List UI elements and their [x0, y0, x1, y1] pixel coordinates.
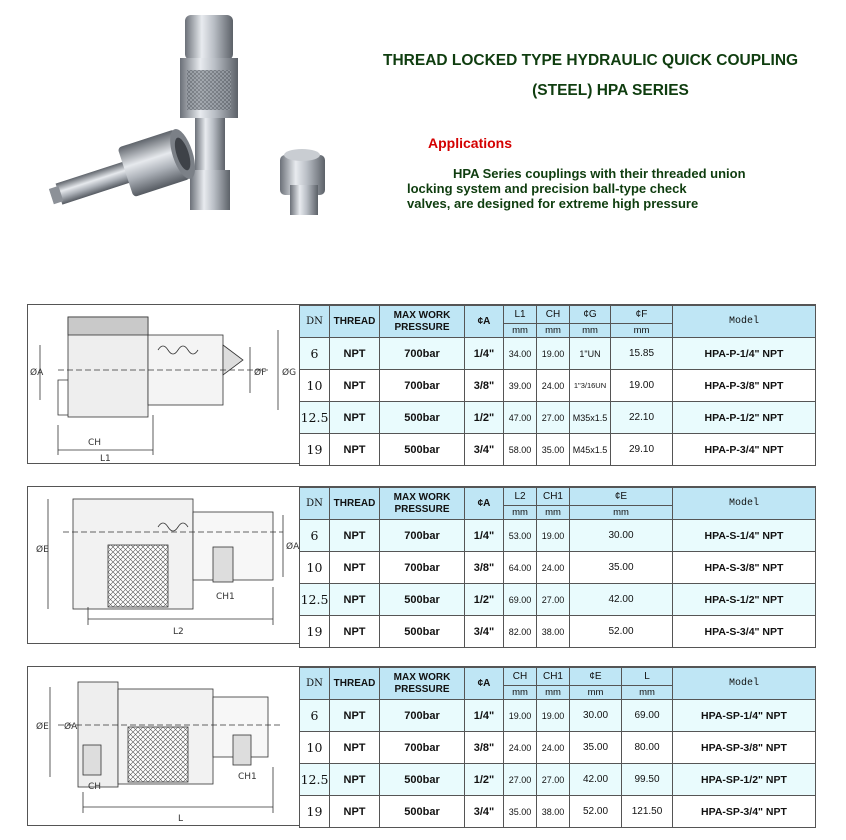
cell-a: 3/4" [465, 616, 504, 648]
table-row [300, 796, 816, 828]
diagram-label-ch1: CH1 [216, 592, 235, 602]
header-ch: CH [537, 306, 570, 324]
cell-a: 1/2" [465, 584, 504, 616]
header-thread: THREAD [330, 306, 380, 338]
diagram-label-l2: L2 [173, 627, 184, 637]
cell-a: 1/4" [465, 700, 504, 732]
cell-e: 42.00 [570, 584, 673, 616]
cell-a: 1/4" [465, 520, 504, 552]
cell-model: HPA-P-1/4" NPT [673, 338, 816, 370]
unit-mm: mm [504, 686, 537, 700]
cell-a: 3/8" [465, 370, 504, 402]
cell-thread: NPT [330, 764, 380, 796]
cell-thread: NPT [330, 520, 380, 552]
cell-pressure: 700bar [380, 732, 465, 764]
diagram-label-f: ØF [254, 368, 267, 378]
cell-pressure: 500bar [380, 796, 465, 828]
cell-ch: 27.00 [504, 764, 537, 796]
applications-description [407, 166, 807, 211]
diagram-label-ch1: CH1 [238, 772, 257, 782]
header-phi-a: ¢A [465, 668, 504, 700]
header-pressure: MAX WORK PRESSURE [380, 306, 465, 338]
plug-spec-table [299, 305, 816, 466]
cell-thread: NPT [330, 338, 380, 370]
table-row [300, 402, 816, 434]
cell-model: HPA-SP-3/4" NPT [673, 796, 816, 828]
cell-ch: 24.00 [504, 732, 537, 764]
cell-ch: 24.00 [537, 370, 570, 402]
table-row [300, 616, 816, 648]
cell-model: HPA-S-3/4" NPT [673, 616, 816, 648]
header-model: Model [673, 488, 816, 520]
cell-dn: 12.5 [300, 764, 330, 796]
unit-mm: mm [537, 686, 570, 700]
header-ch1: CH1 [537, 488, 570, 506]
unit-mm: mm [611, 324, 673, 338]
unit-mm: mm [537, 506, 570, 520]
unit-mm: mm [622, 686, 673, 700]
cell-l1: 58.00 [504, 434, 537, 466]
header-ch: CH [504, 668, 537, 686]
cell-pressure: 700bar [380, 520, 465, 552]
set-spec-table [299, 667, 816, 828]
cell-pressure: 700bar [380, 338, 465, 370]
cell-e: 35.00 [570, 732, 622, 764]
cell-thread: NPT [330, 434, 380, 466]
diagram-label-a: ØA [64, 722, 78, 732]
table-row [300, 434, 816, 466]
cell-g: 1"3/16UN [570, 370, 611, 402]
cell-l: 69.00 [622, 700, 673, 732]
cell-ch: 27.00 [537, 402, 570, 434]
header-pressure: MAX WORK PRESSURE [380, 488, 465, 520]
cell-dn: 19 [300, 434, 330, 466]
cell-e: 35.00 [570, 552, 673, 584]
cell-dn: 6 [300, 338, 330, 370]
cell-e: 52.00 [570, 616, 673, 648]
header-phi-f: ¢F [611, 306, 673, 324]
cell-model: HPA-P-3/8" NPT [673, 370, 816, 402]
cell-l1: 39.00 [504, 370, 537, 402]
header-phi-a: ¢A [465, 306, 504, 338]
table-row [300, 370, 816, 402]
cell-model: HPA-P-1/2" NPT [673, 402, 816, 434]
cell-model: HPA-SP-3/8" NPT [673, 732, 816, 764]
cell-l: 99.50 [622, 764, 673, 796]
diagram-label-e: ØE [36, 722, 49, 732]
description-line: HPA Series couplings with their threaded union [453, 166, 746, 181]
cell-a: 3/4" [465, 434, 504, 466]
plug-section-drawing [28, 305, 299, 463]
table-row [300, 700, 816, 732]
header-dn: DN [300, 668, 330, 700]
unit-mm: mm [537, 324, 570, 338]
description-line: locking system and precision ball-type check [407, 181, 687, 196]
cell-dn: 19 [300, 796, 330, 828]
cell-dn: 6 [300, 700, 330, 732]
cell-model: HPA-S-3/8" NPT [673, 552, 816, 584]
cell-a: 1/2" [465, 764, 504, 796]
cell-l1: 34.00 [504, 338, 537, 370]
cell-thread: NPT [330, 370, 380, 402]
cell-model: HPA-P-3/4" NPT [673, 434, 816, 466]
product-photo [35, 10, 380, 225]
cell-a: 1/4" [465, 338, 504, 370]
cell-dn: 19 [300, 616, 330, 648]
cell-pressure: 700bar [380, 700, 465, 732]
cell-ch1: 38.00 [537, 616, 570, 648]
plug-diagram [28, 305, 300, 463]
cell-ch1: 24.00 [537, 552, 570, 584]
header-l2: L2 [504, 488, 537, 506]
header-phi-e: ¢E [570, 668, 622, 686]
cell-thread: NPT [330, 552, 380, 584]
cell-ch1: 19.00 [537, 520, 570, 552]
cell-ch1: 38.00 [537, 796, 570, 828]
description-line: valves, are designed for extreme high pressure [407, 196, 699, 211]
cell-dn: 10 [300, 370, 330, 402]
header-model: Model [673, 668, 816, 700]
cell-l: 121.50 [622, 796, 673, 828]
header-dn: DN [300, 488, 330, 520]
table-row [300, 732, 816, 764]
cell-dn: 12.5 [300, 584, 330, 616]
page-title: THREAD LOCKED TYPE HYDRAULIC QUICK COUPLING [383, 52, 799, 69]
cell-ch1: 27.00 [537, 764, 570, 796]
cell-e: 30.00 [570, 520, 673, 552]
diagram-label-a: ØA [286, 542, 299, 552]
table-row [300, 764, 816, 796]
unit-mm: mm [504, 506, 537, 520]
header-ch1: CH1 [537, 668, 570, 686]
socket-diagram [28, 487, 300, 643]
header-l1: L1 [504, 306, 537, 324]
cell-thread: NPT [330, 700, 380, 732]
cell-g: M35x1.5 [570, 402, 611, 434]
page-subtitle: (STEEL) HPA SERIES [532, 82, 689, 99]
socket-spec-table [299, 487, 816, 648]
header-thread: THREAD [330, 668, 380, 700]
cell-e: 30.00 [570, 700, 622, 732]
cell-a: 3/4" [465, 796, 504, 828]
cell-model: HPA-SP-1/2" NPT [673, 764, 816, 796]
header-phi-e: ¢E [570, 488, 673, 506]
cell-a: 3/8" [465, 732, 504, 764]
diagram-label-g: ØG [282, 368, 297, 378]
cell-thread: NPT [330, 616, 380, 648]
header-dn: DN [300, 306, 330, 338]
cell-ch: 19.00 [504, 700, 537, 732]
header-model: Model [673, 306, 816, 338]
cell-thread: NPT [330, 584, 380, 616]
cell-pressure: 500bar [380, 616, 465, 648]
cell-pressure: 700bar [380, 552, 465, 584]
cell-pressure: 500bar [380, 584, 465, 616]
cell-l1: 47.00 [504, 402, 537, 434]
cell-dn: 10 [300, 732, 330, 764]
coupling-photo-illustration [35, 10, 380, 225]
cell-dn: 10 [300, 552, 330, 584]
diagram-label-l: L [178, 814, 184, 824]
diagram-label-a: ØA [30, 368, 44, 378]
cell-thread: NPT [330, 732, 380, 764]
header-l: L [622, 668, 673, 686]
cell-l2: 82.00 [504, 616, 537, 648]
cell-f: 19.00 [611, 370, 673, 402]
unit-mm: mm [570, 686, 622, 700]
cell-a: 3/8" [465, 552, 504, 584]
plug-spec-panel [27, 304, 816, 464]
header-pressure: MAX WORK PRESSURE [380, 668, 465, 700]
unit-mm: mm [570, 506, 673, 520]
cell-ch: 35.00 [504, 796, 537, 828]
table-row [300, 552, 816, 584]
set-spec-panel [27, 666, 816, 826]
cell-f: 29.10 [611, 434, 673, 466]
cell-ch: 35.00 [537, 434, 570, 466]
set-diagram [28, 667, 300, 825]
diagram-label-ch: CH [88, 782, 102, 792]
table-row [300, 584, 816, 616]
cell-thread: NPT [330, 796, 380, 828]
cell-dn: 12.5 [300, 402, 330, 434]
cell-pressure: 500bar [380, 402, 465, 434]
cell-l2: 53.00 [504, 520, 537, 552]
cell-g: M45x1.5 [570, 434, 611, 466]
cell-model: HPA-S-1/2" NPT [673, 584, 816, 616]
cell-model: HPA-S-1/4" NPT [673, 520, 816, 552]
cell-l2: 69.00 [504, 584, 537, 616]
unit-mm: mm [570, 324, 611, 338]
cell-ch1: 24.00 [537, 732, 570, 764]
header-thread: THREAD [330, 488, 380, 520]
cell-ch1: 19.00 [537, 700, 570, 732]
cell-pressure: 500bar [380, 434, 465, 466]
cell-pressure: 500bar [380, 764, 465, 796]
cell-g: 1"UN [570, 338, 611, 370]
cell-model: HPA-SP-1/4" NPT [673, 700, 816, 732]
cell-l2: 64.00 [504, 552, 537, 584]
cell-f: 22.10 [611, 402, 673, 434]
cell-e: 42.00 [570, 764, 622, 796]
cell-thread: NPT [330, 402, 380, 434]
cell-a: 1/2" [465, 402, 504, 434]
cell-pressure: 700bar [380, 370, 465, 402]
diagram-label-ch: CH [88, 438, 102, 448]
cell-ch: 19.00 [537, 338, 570, 370]
cell-e: 52.00 [570, 796, 622, 828]
header-phi-g: ¢G [570, 306, 611, 324]
table-row [300, 338, 816, 370]
table-row [300, 520, 816, 552]
diagram-label-e: ØE [36, 545, 49, 555]
socket-section-drawing [28, 487, 299, 643]
cell-f: 15.85 [611, 338, 673, 370]
unit-mm: mm [504, 324, 537, 338]
socket-spec-panel [27, 486, 816, 644]
diagram-label-l: L1 [100, 454, 111, 463]
cell-dn: 6 [300, 520, 330, 552]
set-section-drawing [28, 667, 299, 825]
applications-heading: Applications [428, 135, 513, 151]
cell-ch1: 27.00 [537, 584, 570, 616]
header-phi-a: ¢A [465, 488, 504, 520]
cell-l: 80.00 [622, 732, 673, 764]
